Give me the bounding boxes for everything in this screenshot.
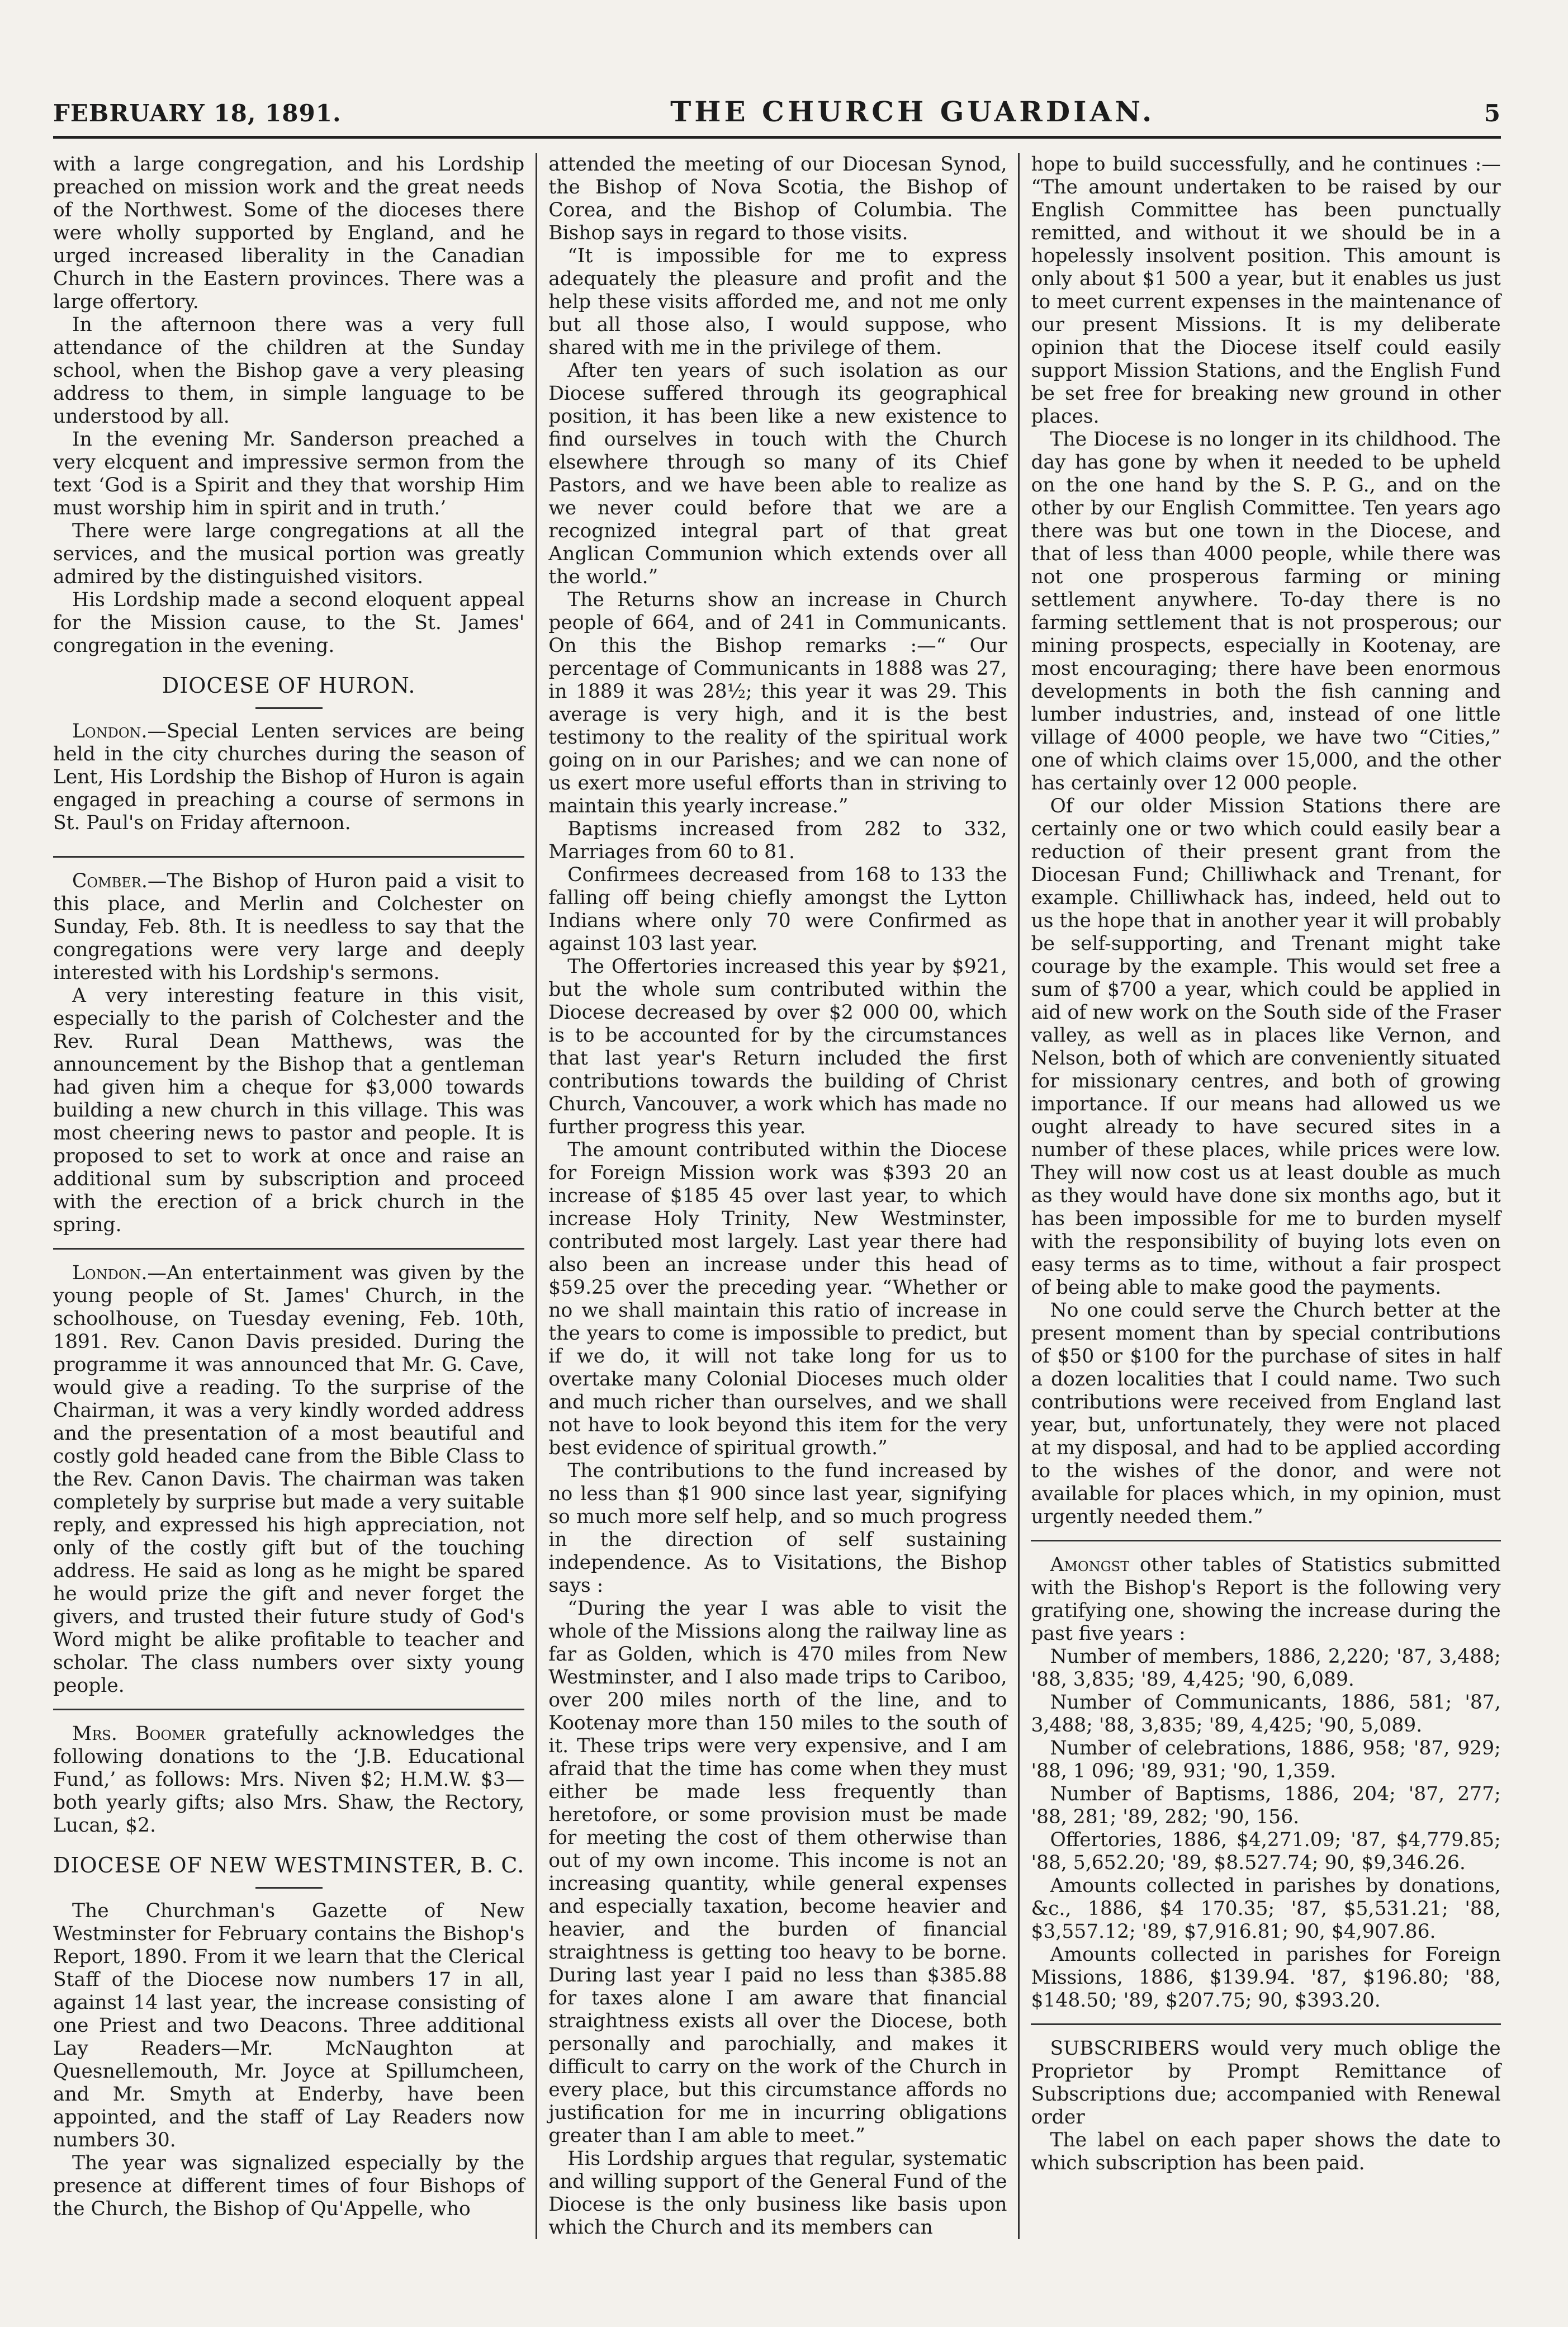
masthead (53, 95, 1501, 139)
statistics-line: Amounts collected in parishes by donations, &c., 1886, $4 170.35; '87, $5,531.21; '88, $3,557.12; '89, $7,916.81; 90, $4,907.86. (1031, 1875, 1501, 1943)
column-1 (53, 153, 536, 2239)
divider (255, 1887, 323, 1889)
paragraph: The year was signalized especially by the presence at different times of four Bishops of the Church, the Bishop of Qu'Appelle, who (53, 2152, 525, 2220)
paragraph-london-2 (53, 1262, 524, 1697)
lead-word: London. (72, 1262, 148, 1284)
divider (255, 707, 323, 709)
paragraph-subscribers (1031, 2037, 1500, 2129)
paragraph: In the evening Mr. Sanderson preached a very elcquent and impressive sermon from the text ‘God is a Spirit and they that worship Him must worship him in spirit and in truth.’ (53, 428, 525, 519)
paragraph: The amount contributed within the Diocese for Foreign Mission work was $393 20 an increase of $185 45 over last year, to which increase Holy Trinity, New Westminster, contributed most largely. Last year there had also been an increase under this head of $59.25 over the preceding year. “Whether or no we shall maintain this ratio of increase in the years to come is impossible to predict, but if we do, it will not take long for us to overtake many Colonial Dioceses much older and much richer than ourselves, and we shall not have to look beyond this item for the very best evidence of spiritual growth.” (548, 1139, 1007, 1459)
lead-word: Comber. (72, 870, 148, 892)
paragraph: Baptisms increased from 282 to 332, Marriages from 60 to 81. (548, 818, 1007, 863)
statistics-line: Offertories, 1886, $4,271.09; '87, $4,779.85; '88, 5,652.20; '89, $8.527.74; 90, $9,346.26. (1031, 1829, 1501, 1874)
statistics-line: Amounts collected in parishes for Foreign Missions, 1886, $139.94. '87, $196.80; '88, $148.50; '89, $207.75; 90, $393.20. (1031, 1943, 1501, 2012)
paragraph-comber (53, 870, 524, 985)
issue-date: FEBRUARY 18, 1891. (53, 100, 342, 127)
divider (53, 856, 524, 858)
statistics-line: Number of Baptisms, 1886, 204; '87, 277; '88, 281; '89, 282; '90, 156. (1031, 1783, 1501, 1828)
divider (53, 1248, 524, 1250)
newspaper-title: THE CHURCH GUARDIAN. (670, 95, 1155, 128)
paragraph: Of our older Mission Stations there are certainly one or two which could easily bear a reduction of their present grant from the Diocesan Fund; Chilliwhack and Trenant, for example. Chilliwhack has, indeed, held out to us the hope that in another year it will probably be self-supporting, and Trenant might take courage by the example. This would set free a sum of $700 a year, which could be applied in aid of new work on the South side of the Fraser valley, as well as in places like Vernon, and Nelson, both of which are conveniently situated for missionary centres, and both of growing importance. If our means had allowed us we ought already to have secured sites in a number of these places, while prices were low. They will now cost us at least double as much as they would have done six months ago, but it has been impossible for me to burden myself with the responsibility of buying lots even on easy terms as to time, without a fair prospect of being able to make good the payments. (1031, 795, 1501, 1299)
paragraph-text: —The Bishop of Huron paid a visit to this place, and Merlin and Colchester on Sunday, Feb. 8th. It is needless to say that the congregations were very large and deeply interested with his Lordship's sermons. (53, 870, 525, 984)
paragraph: A very interesting feature in this visit, especially to the parish of Colchester and the Rev. Rural Dean Matthews, was the announcement by the Bishop that a gentleman had given him a cheque for $3,000 towards building a new church in this village. This was most cheering news to pastor and people. It is proposed to set to work at once and raise an additional sum by subscription and proceed with the erection of a brick church in the spring. (53, 985, 525, 1236)
paragraph-text: —Special Lenten services are being held in the city churches during the season of Lent, His Lordship the Bishop of Huron is again engaged in preaching a course of sermons in St. Paul's on Friday afternoon. (53, 720, 525, 834)
paragraph-text: —An entertainment was given by the young people of St. James' Church, in the schoolhouse, on Tuesday evening, Feb. 10th, 1891. Rev. Canon Davis presided. During the programme it was announced that Mr. G. Cave, would give a reading. To the surprise of the Chairman, it was a very kindly worded address and the presentation of a most beautiful and costly gold headed cane from the Bible Class to the Rev. Canon Davis. The chairman was taken completely by surprise but made a very suitable reply, and expressed his high appreciation, not only of the costly gift but of the touching address. He said as long as he might be spared he would prize the gift and never forget the givers, and trusted their future study of God's Word might be alike profitable to teacher and scholar. The class numbers over sixty young people. (53, 1262, 525, 1697)
divider (53, 1709, 524, 1710)
paragraph-amongst (1031, 1554, 1500, 1645)
paragraph: After ten years of such isolation as our Diocese suffered through its geographical position, it has been like a new existence to find ourselves in touch with the Church elsewhere through so many of its Chief Pastors, and we have been able to realize as we never could before that we are a recognized integral part of that great Anglican Communion which extends over all the world.” (548, 360, 1007, 588)
section-heading-huron: DIOCESE OF HURON. (162, 673, 416, 698)
statistics-line: Number of Communicants, 1886, 581; '87, 3,488; '88, 3,835; '89, 4,425; '90, 5,089. (1031, 1691, 1501, 1737)
paragraph-boomer (53, 1723, 524, 1837)
paragraph-text: gratefully acknowledges the following donations to the ‘J.B. Educational Fund,’ as follows: Mrs. Niven $2; H.M.W. $3—both yearly gifts; also Mrs. Shaw, the Rectory, Lucan, $2. (53, 1723, 525, 1837)
column-2 (536, 153, 1018, 2239)
paragraph: The Diocese is no longer in its childhood. The day has gone by when it needed to be upheld on the one hand by the S. P. G., and on the other by our English Committee. Ten years ago there was but one town in the Diocese, and that of less than 4000 people, while there was not one prosperous farming or mining settlement anywhere. To-day there is no farming settlement that is not prosperous; our mining prospects, especially in Kootenay, are most encouraging; there have been enormous developments in both the fish canning and lumber industries, and, instead of one little village of 4000 people, we have two “Cities,” one of which claims over 15,000, and the other has certainly over 12 000 people. (1031, 428, 1501, 794)
paragraph-text: other tables of Statistics submitted with the Bishop's Report is the following very gratifying one, showing the increase during the past five years : (1031, 1554, 1501, 1645)
paragraph: His Lordship argues that regular, systematic and willing support of the General Fund of the Diocese is the only business like basis upon which the Church and its members can (548, 2148, 1007, 2239)
column-3 (1018, 153, 1500, 2239)
page-number: 5 (1484, 100, 1501, 127)
paragraph: His Lordship made a second eloquent appeal for the Mission cause, to the St. James' congregation in the evening. (53, 589, 525, 657)
lead-word: Amongst (1050, 1554, 1130, 1576)
paragraph: No one could serve the Church better at the present moment than by special contributions of $50 or $100 for the purchase of sites in half a dozen localities that I could name. Two such contributions were received from England last year, but, unfortunately, they were not placed at my disposal, and had to be applied according to the wishes of the donor, and were not available for places which, in my opinion, must urgently needed them.” (1031, 1299, 1501, 1528)
paragraph-text: would very much oblige the Proprietor by Prompt Remittance of Subscriptions due; accompanied with Renewal order (1031, 2037, 1501, 2129)
statistics-line: Number of celebrations, 1886, 958; '87, 929; '88, 1 096; '89, 931; '90, 1,359. (1031, 1737, 1501, 1782)
lead-word: Mrs. Boomer (72, 1723, 206, 1745)
paragraph: hope to build successfully, and he continues :— “The amount undertaken to be raised by our English Committee has been punctually remitted, and without it we should be in a hopelessly insolvent position. This amount is only about $1 500 a year, but it enables us just to meet current expenses in the maintenance of our present Missions. It is my deliberate opinion that the Diocese itself could easily support Mission Stations, and the English Fund be set free for breaking new ground in other places. (1031, 153, 1501, 428)
paragraph: “During the year I was able to visit the whole of the Missions along the railway line as far as Golden, which is 470 miles from New Westminster, and I also made trips to Cariboo, over 200 miles north of the line, and to Kootenay more than 150 miles to the south of it. These trips were very expensive, and I am afraid that the time has come when they must either be made less frequently than heretofore, or some provision must be made for meeting the cost of them otherwise than out of my own income. This income is not an increasing quantity, while general expenses and especially taxation, become heavier and heavier, and the burden of financial straightness is getting too heavy to be borne. During last year I paid no less than $385.88 for taxes alone I am aware that financial straightness exists all over the Diocese, both personally and parochially, and makes it difficult to carry on the work of the Church in every place, but this circumstance affords no justification for me in incurring obligations greater than I am able to meet.” (548, 1597, 1007, 2147)
lead-word: SUBSCRIBERS (1050, 2037, 1200, 2060)
paragraph: “It is impossible for me to express adequately the pleasure and profit and the help these visits afforded me, and not me only but all those also, I would suppose, who shared with me in the privilege of them. (548, 245, 1007, 359)
paragraph: The contributions to the fund increased by no less than $1 900 since last year, signifying so much more self help, and so much progress in the direction of self sustaining independence. As to Visitations, the Bishop says : (548, 1460, 1007, 1597)
paragraph: attended the meeting of our Diocesan Synod, the Bishop of Nova Scotia, the Bishop of Corea, and the Bishop of Columbia. The Bishop says in regard to those visits. (548, 153, 1007, 244)
paragraph-london-1 (53, 720, 524, 835)
lead-word: London. (72, 720, 148, 742)
section-heading-new-westminster: DIOCESE OF NEW WESTMINSTER, B. C. (53, 1853, 525, 1877)
paragraph: There were large congregations at all the services, and the musical portion was greatly admired by the distinguished visitors. (53, 520, 525, 588)
paragraph: Confirmees decreased from 168 to 133 the falling off being chiefly amongst the Lytton Indians where only 70 were Confirmed as against 103 last year. (548, 864, 1007, 955)
paragraph: The Churchman's Gazette of New Westminster for February contains the Bishop's Report, 1890. From it we learn that the Clerical Staff of the Diocese now numbers 17 in all, against 14 last year, the increase consisting of one Priest and two Deacons. Three additional Lay Readers—Mr. McNaughton at Quesnellemouth, Mr. Joyce at Spillumcheen, and Mr. Smyth at Enderby, have been appointed, and the staff of Lay Readers now numbers 30. (53, 1900, 525, 2151)
paragraph: In the afternoon there was a very full attendance of the children at the Sunday school, when the Bishop gave a very pleasing address to them, in simple language to be understood by all. (53, 314, 525, 428)
columns (53, 153, 1501, 2239)
divider (1031, 2023, 1500, 2025)
paragraph: The Offertories increased this year by $921, but the whole sum contributed within the Diocese decreased by over $2 000 00, which is to be accounted for by the circumstances that last year's Return included the first contributions towards the building of Christ Church, Vancouver, a work which has made no further progress this year. (548, 956, 1007, 1138)
statistics-line: Number of members, 1886, 2,220; '87, 3,488; '88, 3,835; '89, 4,425; '90, 6,089. (1031, 1645, 1501, 1691)
paragraph-label-notice: The label on each paper shows the date to which subscription has been paid. (1031, 2129, 1501, 2174)
paragraph: The Returns show an increase in Church people of 664, and of 241 in Communicants. On this the Bishop remarks :—“ Our percentage of Communicants in 1888 was 27, in 1889 it was 28½; this year it was 29. This average is very high, and it is the best testimony to the reality of the spiritual work going on in our Parishes; and we can none of us exert more useful efforts than in striving to maintain this yearly increase.” (548, 589, 1007, 817)
paragraph: with a large congregation, and his Lordship preached on mission work and the great needs of the Northwest. Some of the dioceses there were wholly supported by England, and he urged increased liberality in the Canadian Church in the Eastern provinces. There was a large offertory. (53, 153, 525, 313)
divider (1031, 1540, 1500, 1541)
